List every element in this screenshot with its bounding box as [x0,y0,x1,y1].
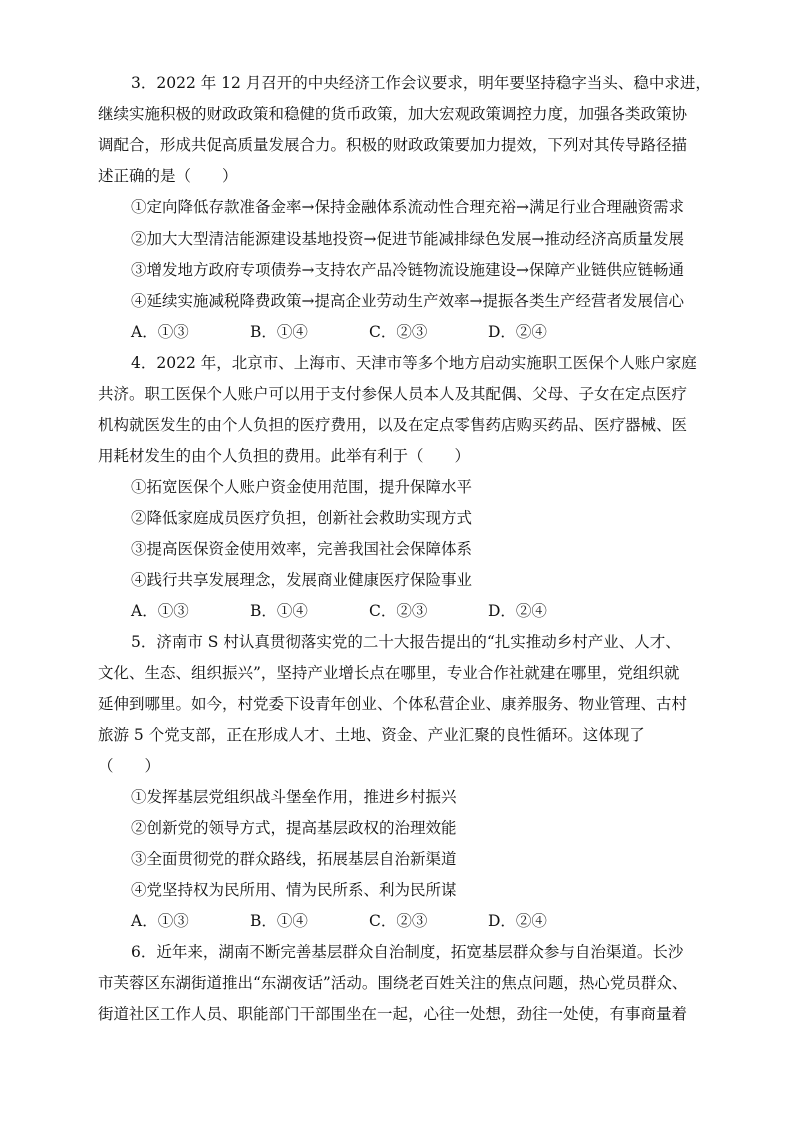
question-3-option-2: ②加大大型清洁能源建设基地投资→促进节能减排绿色发展→推动经济高质量发展 [131,230,684,248]
question-4-answer-c: C．②③ [369,602,428,620]
question-4-answer-d: D．②④ [488,602,547,620]
question-4-option-4: ④践行共享发展理念，发展商业健康医疗保险事业 [131,571,473,589]
question-6-stem-line-2: 市芙蓉区东湖街道推出“东湖夜话”活动。围绕老百姓关注的焦点问题，热心党员群众、 [98,974,688,992]
question-4-option-2: ②降低家庭成员医疗负担，创新社会救助实现方式 [131,509,473,527]
question-4-stem-line-2: 共济。职工医保个人账户可以用于支付参保人员本人及其配偶、父母、子女在定点医疗 [98,385,688,403]
question-5-stem-line-5: （ ） [98,757,161,775]
question-4-stem-line-4: 用耗材发生的由个人负担的费用。此举有利于（ ） [98,447,471,465]
question-3-answer-d: D．②④ [488,323,547,341]
question-4-stem-line-3: 机构就医发生的由个人负担的医疗费用，以及在定点零售药店购买药品、医疗器械、医 [98,416,688,434]
question-4-answer-b: B．①④ [250,602,308,620]
question-3-answer-a: A．①③ [131,323,189,341]
question-3-answer-c: C．②③ [369,323,428,341]
question-5-answer-c: C．②③ [369,912,428,930]
question-5-option-1: ①发挥基层党组织战斗堡垒作用，推进乡村振兴 [131,788,457,806]
question-4-stem-line-1: 4．2022 年，北京市、上海市、天津市等多个地方启动实施职工医保个人账户家庭 [131,354,697,372]
question-3-stem-line-2: 继续实施积极的财政政策和稳健的货币政策，加大宏观政策调控力度，加强各类政策协 [98,105,688,123]
question-3-option-4: ④延续实施减税降费政策→提高企业劳动生产效率→提振各类生产经营者发展信心 [131,292,684,310]
question-5-answer-d: D．②④ [488,912,547,930]
question-3-stem-line-1: 3．2022 年 12 月召开的中央经济工作会议要求，明年要坚持稳字当头、稳中求进， [131,74,711,92]
question-5-stem-line-3: 延伸到哪里。如今，村党委下设青年创业、个体私营企业、康养服务、物业管理、古村 [98,695,688,713]
question-3-stem-line-4: 述正确的是（ ） [98,167,238,185]
question-5-stem-line-4: 旅游 5 个党支部，正在形成人才、土地、资金、产业汇聚的良性循环。这体现了 [98,726,645,744]
question-6-stem-line-1: 6．近年来，湖南不断完善基层群众自治制度，拓宽基层群众参与自治渠道。长沙 [131,943,684,961]
question-6-stem-line-3: 街道社区工作人员、职能部门干部围坐在一起，心往一处想，劲往一处使，有事商量着 [98,1005,688,1023]
question-5-option-3: ③全面贯彻党的群众路线，拓展基层自治新渠道 [131,850,457,868]
question-3-option-3: ③增发地方政府专项债券→支持农产品冷链物流设施建设→保障产业链供应链畅通 [131,261,684,279]
question-4-option-3: ③提高医保资金使用效率，完善我国社会保障体系 [131,540,473,558]
question-5-answers [131,911,731,931]
question-4-answer-a: A．①③ [131,602,189,620]
question-4-option-1: ①拓宽医保个人账户资金使用范围，提升保障水平 [131,478,473,496]
question-4-answers [131,601,731,621]
question-5-stem-line-2: 文化、生态、组织振兴”，坚持产业增长点在哪里，专业合作社就建在哪里，党组织就 [98,664,680,682]
question-5-option-2: ②创新党的领导方式，提高基层政权的治理效能 [131,819,457,837]
question-5-answer-a: A．①③ [131,912,189,930]
question-3-answers [131,322,731,342]
question-3-option-1: ①定向降低存款准备金率→保持金融体系流动性合理充裕→满足行业合理融资需求 [131,198,684,216]
question-3-answer-b: B．①④ [250,323,308,341]
question-5-answer-b: B．①④ [250,912,308,930]
question-3-stem-line-3: 调配合，形成共促高质量发展合力。积极的财政政策要加力提效，下列对其传导路径描 [98,136,688,154]
question-5-stem-line-1: 5．济南市 S 村认真贯彻落实党的二十大报告提出的“扎实推动乡村产业、人才、 [131,633,681,651]
question-5-option-4: ④党坚持权为民所用、情为民所系、利为民所谋 [131,881,457,899]
